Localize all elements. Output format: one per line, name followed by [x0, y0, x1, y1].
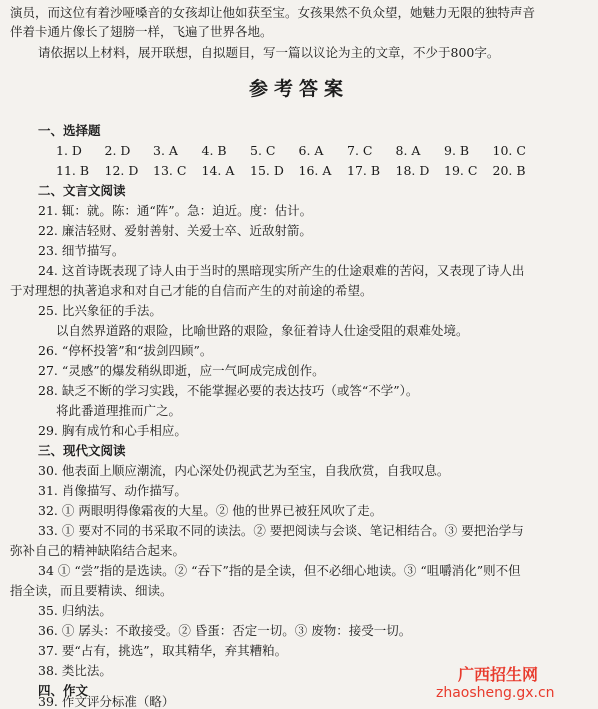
answer-38: 38. 类比法。 [38, 663, 112, 678]
answer-23: 23. 细节描写。 [38, 243, 125, 258]
intro-text-line-1: 演员，而这位有着沙哑嗓音的女孩却让他如获至宝。女孩果然不负众望，她魅力无限的独特声音 [10, 5, 536, 20]
answer-34-line-2: 指全读，而且要精读、细读。 [10, 583, 173, 598]
choice-answer: 14. A [201, 163, 235, 178]
choice-answer: 16. A [298, 163, 332, 178]
choice-answer: 11. B [56, 163, 90, 178]
answer-29: 29. 胸有成竹和心手相应。 [38, 423, 187, 438]
choice-answer: 12. D [104, 163, 139, 178]
answer-30: 30. 他表面上顺应潮流，内心深处仍视武艺为至宝，自我欣赏，自我叹息。 [38, 463, 450, 478]
choice-answer: 6. A [298, 143, 324, 158]
choice-answer: 18. D [395, 163, 430, 178]
choice-answer: 20. B [492, 163, 526, 178]
choice-answer: 17. B [347, 163, 381, 178]
answer-32: 32. ① 两眼明得像霜夜的大星。② 他的世界已被狂风吹了走。 [38, 503, 383, 518]
answer-21: 21. 辄：就。陈：通“阵”。急：迫近。度：估计。 [38, 203, 313, 218]
choice-answer: 9. B [444, 143, 470, 158]
answer-28: 28. 缺乏不断的学习实践，不能掌握必要的表达技巧（或答“不学”）。 [38, 383, 419, 398]
page-title: 参考答案 [248, 78, 349, 100]
choice-answers-row-2 [56, 162, 541, 179]
answer-27: 27. “灵感”的爆发稍纵即逝，应一气呵成完成创作。 [38, 363, 325, 378]
section-heading-classical: 二、文言文阅读 [38, 183, 126, 198]
watermark-site-url: zhaosheng.gx.cn [436, 685, 555, 701]
answer-25: 25. 比兴象征的手法。 [38, 303, 162, 318]
watermark-site-name: 广西招生网 [458, 665, 539, 684]
answer-37: 37. 要“占有，挑选”，取其精华，弃其糟粕。 [38, 643, 288, 658]
choice-answer: 3. A [153, 143, 178, 158]
choice-answer: 10. C [492, 143, 526, 158]
answer-34-line-1: 34 ① “尝”指的是选读。② “吞下”指的是全读，但不必细心地读。③ “咀嚼消化”则不但 [38, 563, 521, 578]
answer-35: 35. 归纳法。 [38, 603, 112, 618]
choice-answer: 2. D [104, 143, 131, 158]
choice-answer: 7. C [347, 143, 373, 158]
answer-31: 31. 肖像描写、动作描写。 [38, 483, 187, 498]
answer-39: 39. 作文评分标准（略） [38, 694, 175, 709]
answer-28-detail: 将此番道理推而广之。 [56, 403, 182, 418]
choice-answer: 19. C [444, 163, 478, 178]
essay-prompt: 请依据以上材料，展开联想，自拟题目，写一篇以议论为主的文章，不少于800字。 [38, 45, 500, 60]
choice-answer: 15. D [250, 163, 284, 178]
answer-25-detail: 以自然界道路的艰险，比喻世路的艰险，象征着诗人仕途受阻的艰难处境。 [56, 323, 469, 338]
choice-answer: 5. C [250, 143, 276, 158]
answer-24-line-2: 于对理想的执著追求和对自己才能的自信而产生的对前途的希望。 [10, 283, 373, 298]
section-heading-modern: 三、现代文阅读 [38, 443, 126, 458]
choice-answer: 8. A [395, 143, 421, 158]
answer-26: 26. “停杯投箸”和“拔剑四顾”。 [38, 343, 213, 358]
choice-answer: 13. C [153, 163, 187, 178]
choice-answer: 4. B [201, 143, 227, 158]
choice-answer: 1. D [56, 143, 82, 158]
section-heading-choice: 一、选择题 [38, 123, 101, 138]
answer-36: 36. ① 孱头：不敢接受。② 昏蛋：否定一切。③ 废物：接受一切。 [38, 623, 412, 638]
answer-33-line-2: 弥补自己的精神缺陷结合起来。 [10, 543, 186, 558]
answer-33-line-1: 33. ① 要对不同的书采取不同的读法。② 要把阅读与会谈、笔记相结合。③ 要把治学与 [38, 523, 524, 538]
section-heading-essay: 四、作文 [38, 683, 89, 698]
answer-22: 22. 廉洁轻财、爱射善射、关爱士卒、近敌射箭。 [38, 223, 312, 238]
choice-answers-row-1 [56, 142, 541, 159]
intro-text-line-2: 伴着卡通片像长了翅膀一样，飞遍了世界各地。 [10, 24, 273, 39]
answer-24-line-1: 24. 这首诗既表现了诗人由于当时的黑暗现实所产生的仕途艰难的苦闷，又表现了诗人出 [38, 263, 525, 278]
